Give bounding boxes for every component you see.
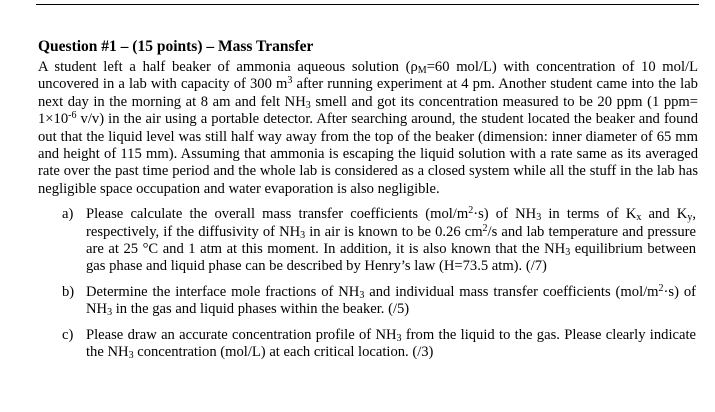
intro-text-1: A student left a half beaker of ammonia aqueous solution (ρ (38, 59, 418, 75)
part-b-sub-3: 3 (107, 307, 113, 319)
intro-text-2: =60 mol/L) with concentration of 10 mol/L uncovered in a lab with capacity of 300 m (38, 59, 698, 93)
part-b-text-3: ·s) of NH (86, 283, 696, 318)
part-a-text-5: , respectively, if the diffusivity of NH (86, 206, 696, 240)
part-b-text-2: and individual mass transfer coefficients (mol/m (364, 283, 659, 300)
part-a-sup-1: 2 (468, 205, 474, 217)
part-a-sub-7: 3 (565, 247, 571, 259)
part-a-text-6: in air is known to be 0.26 cm (305, 223, 483, 240)
part-a-sub-3: x (636, 212, 642, 224)
part-a-sup-6: 2 (482, 222, 488, 234)
part-c-text (86, 327, 696, 362)
question-block (38, 38, 698, 370)
part-a-text (86, 206, 696, 276)
part-c-sub-1: 3 (396, 332, 402, 344)
part-a-text-7: /s and lab temperature and pressure are at 25 °C and 1 atm at this moment. In addition, it is also known that the NH (86, 223, 696, 258)
part-c (38, 327, 698, 362)
part-b-text-4: in the gas and liquid phases within the beaker. (/5) (112, 301, 410, 318)
part-a-sub-4: y (687, 212, 693, 224)
nh3-subscript: 3 (305, 99, 311, 111)
part-a-text-8: equilibrium between gas phase and liquid phase can be described by Henry’s law (H=73.5 atm). (/7) (86, 241, 697, 275)
question-heading: Question #1 – (15 points) – Mass Transfer (38, 38, 314, 55)
part-c-text-3: concentration (mol/L) at each critical location. (/3) (133, 344, 434, 361)
ppm-exponent: -6 (68, 110, 77, 122)
question-intro-paragraph (38, 59, 698, 198)
part-a-sub-2: 3 (536, 212, 542, 224)
part-b-text-1: Determine the interface mole fractions of NH (86, 283, 360, 300)
part-a-sub-5: 3 (300, 229, 306, 241)
intro-text-3: after running experiment at 4 pm. Another student came into the lab next day in the morning at 8 am and felt NH (38, 76, 698, 110)
part-a (38, 206, 698, 276)
part-c-text-1: Please draw an accurate concentration profile of NH (86, 326, 397, 343)
question-parts-list (38, 206, 698, 361)
part-b-sub-1: 3 (359, 289, 365, 301)
part-c-sub-2: 3 (128, 350, 134, 362)
part-b-text (86, 284, 696, 319)
part-a-text-3: in terms of K (541, 206, 637, 223)
top-horizontal-rule (36, 4, 699, 5)
part-c-marker: c) (62, 326, 74, 343)
intro-text-5: v/v) in the air using a portable detector. After searching around, the student located the beaker and found out that the liquid level was still half way away from the top of the beaker (dimension: inner diameter of 65 mm and height of 115 mm). Assuming that ammonia is escaping the liquid solution with a rate same as its averaged rate over the past time period and the whole lab is considered as a closed system while all the stuff in the lab has negligible space occupation and water evaporation is also negligible. (38, 111, 698, 197)
part-a-text-2: ·s) of NH (473, 206, 537, 223)
part-b (38, 284, 698, 319)
cubic-superscript: 3 (287, 75, 293, 87)
part-a-text-1: Please calculate the overall mass transfer coefficients (mol/m (86, 206, 469, 223)
part-a-text-4: and K (641, 206, 688, 223)
part-c-text-2: from the liquid to the gas. Please clearly indicate the NH (86, 326, 696, 361)
part-a-marker: a) (62, 206, 74, 223)
part-b-sup-2: 2 (658, 282, 664, 294)
part-b-marker: b) (62, 283, 75, 300)
intro-text-4: smell and got its concentration measured to be 20 ppm (1 ppm= 1×10 (38, 93, 698, 128)
rho-subscript: M (417, 65, 427, 76)
